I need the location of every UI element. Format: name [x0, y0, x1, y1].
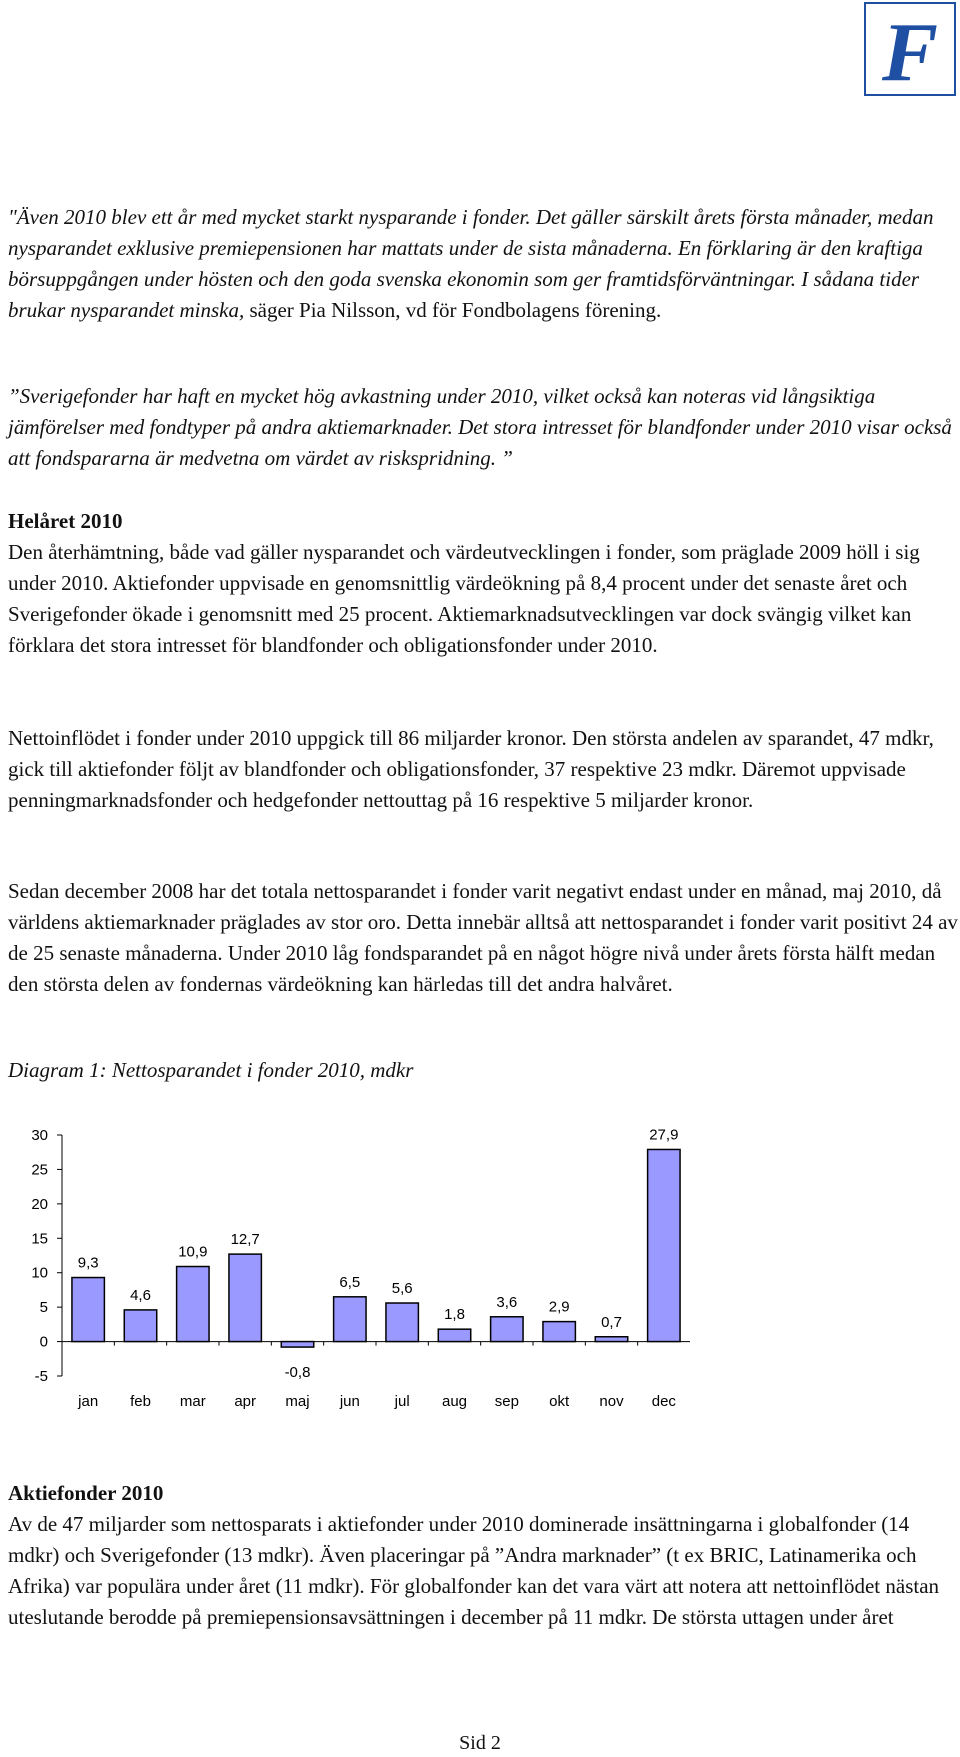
y-tick-label: 0	[39, 1333, 48, 1351]
bar-dec	[648, 1149, 680, 1341]
category-label-nov: nov	[599, 1393, 624, 1410]
paragraph-aktiefonder: Av de 47 miljarder som nettosparats i aktiefonder under 2010 dominerade insättningarna i globalfonder (14 mdkr) och Sverigefonder (13 mdkr). Även placeringar på ”Andra marknader” (t ex BRIC, Latinamerika och Afrika) var populära under året (11 mdkr). För globalfonder kan det vara värt att notera att nettoinflödet nästan uteslutande berodde på premiepensionsavsättningen i december på 11 mdkr. De största uttagen under året	[8, 1512, 940, 1629]
bar-feb	[124, 1310, 156, 1342]
logo-letter: F	[881, 6, 939, 96]
bar-aug	[438, 1329, 470, 1341]
y-tick-label: -5	[34, 1368, 48, 1385]
heading-aktiefonder: Aktiefonder 2010	[8, 1481, 164, 1505]
category-label-jan: jan	[78, 1393, 99, 1410]
value-label-feb: 4,6	[130, 1286, 151, 1304]
bar-nov	[595, 1337, 627, 1342]
value-label-apr: 12,7	[230, 1231, 260, 1249]
bar-jul	[386, 1303, 418, 1342]
bar-okt	[543, 1322, 575, 1342]
category-label-jul: jul	[394, 1393, 410, 1410]
value-label-dec: 27,9	[649, 1126, 679, 1144]
y-tick-label: 10	[31, 1264, 48, 1282]
bar-chart	[0, 1105, 960, 1435]
chart-caption: Diagram 1: Nettosparandet i fonder 2010, mdkr	[8, 1058, 414, 1082]
bar-mar	[177, 1267, 209, 1342]
category-label-okt: okt	[549, 1393, 570, 1410]
y-tick-label: 20	[31, 1195, 48, 1213]
y-tick-label: 5	[39, 1299, 48, 1317]
value-label-aug: 1,8	[444, 1306, 465, 1324]
y-tick-label: 30	[31, 1127, 48, 1144]
value-label-maj: -0,8	[284, 1364, 311, 1382]
value-label-okt: 2,9	[548, 1298, 570, 1316]
heading-helaret: Helåret 2010	[8, 509, 123, 533]
value-label-mar: 10,9	[178, 1243, 208, 1261]
category-label-apr: apr	[234, 1393, 257, 1410]
category-label-jun: jun	[339, 1393, 360, 1410]
category-label-feb: feb	[130, 1393, 151, 1410]
paragraph-helaret-1: Den återhämtning, både vad gäller nysparandet och värdeutvecklingen i fonder, som präglade 2009 höll i sig under 2010. Aktiefonder uppvisade en genomsnittlig värdeökning på 8,4 procent under det senaste året och Sverigefonder ökade i genomsnitt med 25 procent. Aktiemarknadsutvecklingen var dock svängig vilket kan förklara det stora intresset för blandfonder och obligationsfonder under 2010.	[8, 540, 920, 657]
paragraph-helaret-3: Sedan december 2008 har det totala nettosparandet i fonder varit negativt endast under en månad, maj 2010, då världens aktiemarknader präglades av stor oro. Detta innebär alltså att nettosparandet i fonder varit positivt 24 av de 25 senaste månaderna. Under 2010 låg fondsparandet på en något högre nivå under årets första hälft medan den största delen av fondernas värdeökning kan härledas till det andra halvåret.	[8, 879, 958, 996]
category-label-mar: mar	[179, 1393, 206, 1410]
value-label-jul: 5,6	[391, 1280, 413, 1298]
value-label-jan: 9,3	[77, 1254, 99, 1272]
quote-2: ”Sverigefonder har haft en mycket hög avkastning under 2010, vilket också kan noteras vid långsiktiga jämförelser med fondtyper på andra aktiemarknader. Det stora intresset för blandfonder under 2010 visar också att fondspararna är medvetna om värdet av riskspridning. ”	[8, 384, 952, 470]
category-label-dec: dec	[651, 1393, 676, 1410]
value-label-nov: 0,7	[601, 1313, 622, 1331]
paragraph-helaret-2: Nettoinflödet i fonder under 2010 uppgick till 86 miljarder kronor. Den största andelen av sparandet, 47 mdkr, gick till aktiefonder följt av blandfonder och obligationsfonder, 37 respektive 23 mdkr. Däremot uppvisade penningmarknadsfonder och hedgefonder nettouttag på 16 respektive 5 miljarder kronor.	[8, 726, 934, 812]
bar-jun	[334, 1297, 366, 1342]
value-label-sep: 3,6	[496, 1293, 518, 1311]
bar-jan	[72, 1278, 104, 1342]
bar-maj	[281, 1342, 313, 1348]
y-tick-label: 15	[31, 1230, 48, 1248]
quote-1-italic: "Även 2010 blev ett år med mycket starkt nysparande i fonder. Det gäller särskilt årets första månader, medan nysparandet exklusive premiepensionen har mattats under de sista månaderna. En förklaring är den kraftiga börsuppgången under hösten och den goda svenska ekonomin som ger framtidsförväntningar. I sådana tider brukar nysparandet minska,	[8, 205, 934, 322]
bar-apr	[229, 1254, 261, 1341]
category-label-maj: maj	[285, 1393, 310, 1410]
quote-1	[8, 202, 958, 326]
fondbolagen-logo	[864, 2, 956, 96]
quote-1-attribution: säger Pia Nilsson, vd för Fondbolagens förening.	[244, 298, 662, 322]
category-label-sep: sep	[494, 1393, 519, 1410]
category-label-aug: aug	[441, 1393, 468, 1410]
bar-sep	[491, 1317, 523, 1342]
y-tick-label: 25	[31, 1161, 48, 1179]
value-label-jun: 6,5	[339, 1273, 361, 1291]
page-number: Sid 2	[459, 1732, 501, 1754]
